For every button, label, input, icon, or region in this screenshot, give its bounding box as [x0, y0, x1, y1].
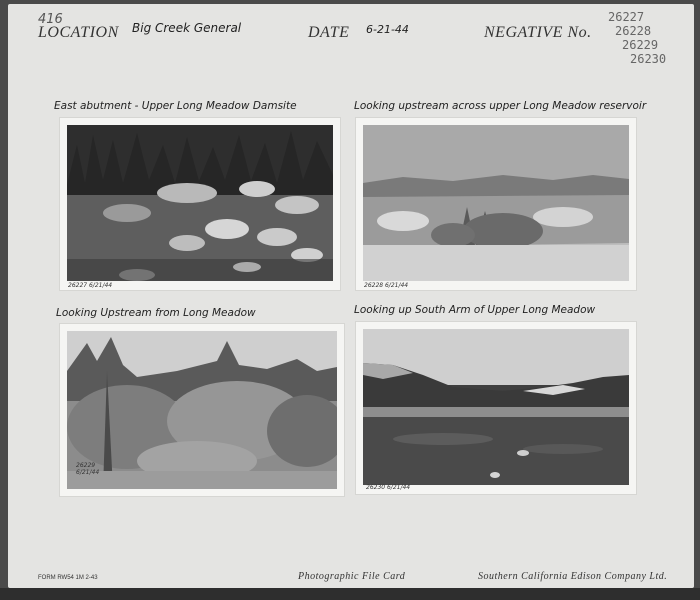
negative-note: 26229 6/21/44 — [76, 462, 100, 476]
file-card-label: Photographic File Card — [298, 571, 406, 582]
company-name: Southern California Edison Company Ltd. — [478, 571, 668, 582]
photo-mount — [60, 118, 340, 290]
photo-caption: Looking Upstream from Long Meadow — [56, 307, 256, 319]
file-card — [8, 4, 694, 588]
date-value: 6-21-44 — [366, 23, 409, 36]
card-number: 416 — [38, 12, 63, 27]
location-label: LOCATION — [38, 24, 119, 41]
photograph-boulders[interactable] — [67, 125, 333, 281]
location-value: Big Creek General — [132, 21, 242, 35]
form-number: FORM RW54 1M 2-43 — [38, 575, 98, 581]
negative-note: 26230 6/21/44 — [366, 484, 411, 491]
photograph-reservoir[interactable] — [363, 125, 629, 281]
photograph-meadow[interactable] — [363, 329, 629, 485]
negative-number: 26228 — [615, 24, 652, 38]
photo-mount — [356, 322, 636, 494]
negative-number: 26230 — [630, 52, 667, 66]
scan-edge — [0, 588, 700, 600]
negative-label: NEGATIVE No. — [484, 24, 592, 41]
negative-number: 26227 — [608, 10, 645, 24]
negative-note: 26227 6/21/44 — [68, 282, 113, 289]
photo-caption: East abutment - Upper Long Meadow Damsite — [54, 100, 297, 112]
photo-mount — [60, 324, 344, 496]
photo-caption: Looking upstream across upper Long Meadow reservoir — [354, 100, 647, 112]
date-label: DATE — [308, 24, 350, 41]
negative-number: 26229 — [622, 38, 659, 52]
negative-note: 26228 6/21/44 — [364, 282, 409, 289]
photo-mount — [356, 118, 636, 290]
photo-caption: Looking up South Arm of Upper Long Meadow — [354, 304, 596, 316]
